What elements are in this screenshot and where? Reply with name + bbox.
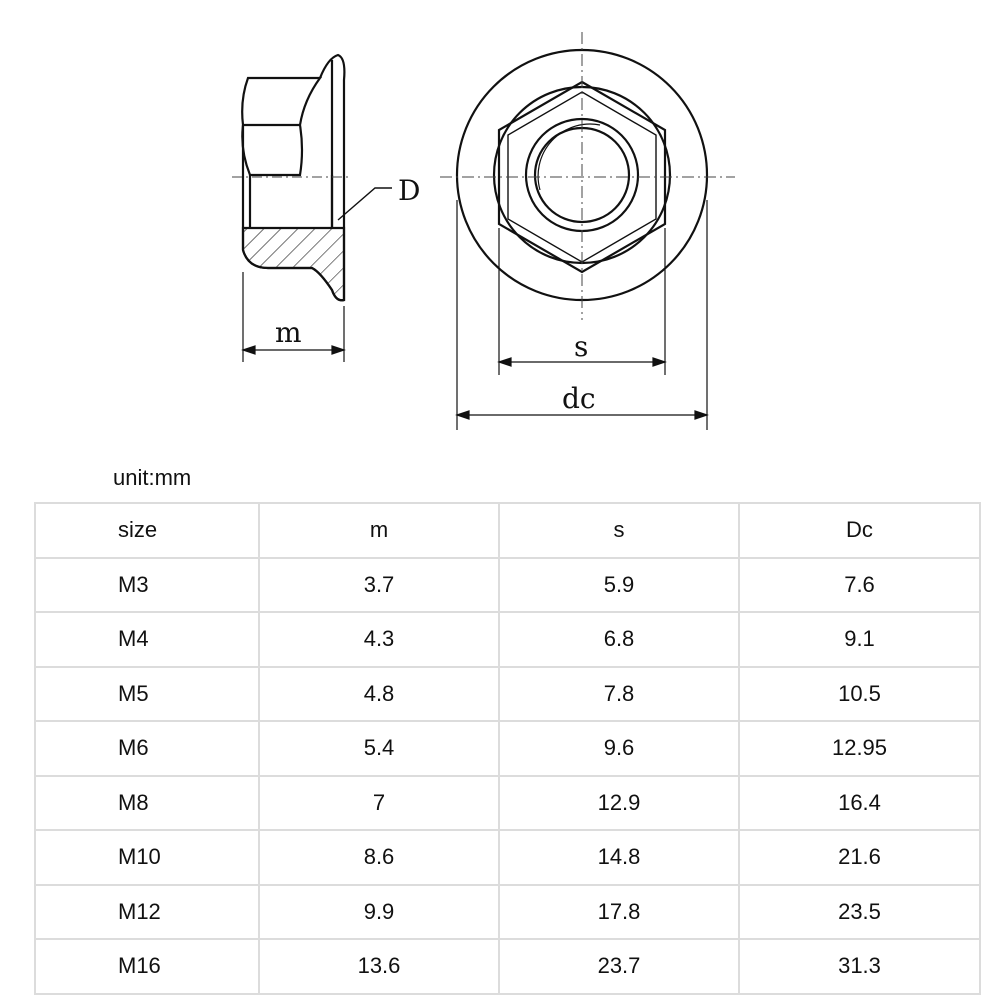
cell-size: M12 — [36, 886, 260, 941]
dc-label: dc — [562, 382, 596, 415]
s-label: s — [574, 330, 589, 363]
table-row — [36, 613, 981, 668]
cell-m: 3.7 — [260, 559, 500, 614]
cell-dc: 16.4 — [740, 777, 981, 832]
flange-nut-drawing — [0, 0, 1000, 450]
table-row — [36, 831, 981, 886]
cell-dc: 7.6 — [740, 559, 981, 614]
table-row — [36, 559, 981, 614]
cell-s: 23.7 — [500, 940, 740, 995]
d-label: D — [398, 174, 421, 207]
section-hatch — [243, 228, 344, 300]
thread-arc — [538, 124, 600, 190]
table-row — [36, 777, 981, 832]
table-row — [36, 668, 981, 723]
cell-s: 12.9 — [500, 777, 740, 832]
table-header-row — [36, 504, 981, 559]
cell-size: M10 — [36, 831, 260, 886]
cell-s: 5.9 — [500, 559, 740, 614]
cell-m: 5.4 — [260, 722, 500, 777]
cell-size: M3 — [36, 559, 260, 614]
cell-dc: 9.1 — [740, 613, 981, 668]
cell-s: 9.6 — [500, 722, 740, 777]
table-row — [36, 940, 981, 995]
front-centerlines — [440, 32, 735, 320]
cell-m: 4.8 — [260, 668, 500, 723]
cell-m: 8.6 — [260, 831, 500, 886]
unit-label: unit:mm — [113, 465, 192, 490]
cell-m: 7 — [260, 777, 500, 832]
cell-s: 14.8 — [500, 831, 740, 886]
m-label: m — [275, 316, 302, 349]
cell-dc: 31.3 — [740, 940, 981, 995]
spec-table — [34, 502, 981, 995]
header-s: s — [500, 504, 740, 559]
cell-dc: 10.5 — [740, 668, 981, 723]
header-size: size — [36, 504, 260, 559]
cell-m: 13.6 — [260, 940, 500, 995]
cell-dc: 12.95 — [740, 722, 981, 777]
cell-m: 4.3 — [260, 613, 500, 668]
cell-size: M6 — [36, 722, 260, 777]
hex-body-outline — [242, 78, 320, 175]
cell-size: M4 — [36, 613, 260, 668]
cell-size: M8 — [36, 777, 260, 832]
cell-dc: 21.6 — [740, 831, 981, 886]
cell-s: 7.8 — [500, 668, 740, 723]
cell-m: 9.9 — [260, 886, 500, 941]
cell-s: 17.8 — [500, 886, 740, 941]
table-row — [36, 722, 981, 777]
table-row — [36, 886, 981, 941]
cell-dc: 23.5 — [740, 886, 981, 941]
cell-size: M16 — [36, 940, 260, 995]
d-leader-line — [338, 188, 392, 220]
cell-size: M5 — [36, 668, 260, 723]
cell-s: 6.8 — [500, 613, 740, 668]
header-dc: Dc — [740, 504, 981, 559]
header-m: m — [260, 504, 500, 559]
